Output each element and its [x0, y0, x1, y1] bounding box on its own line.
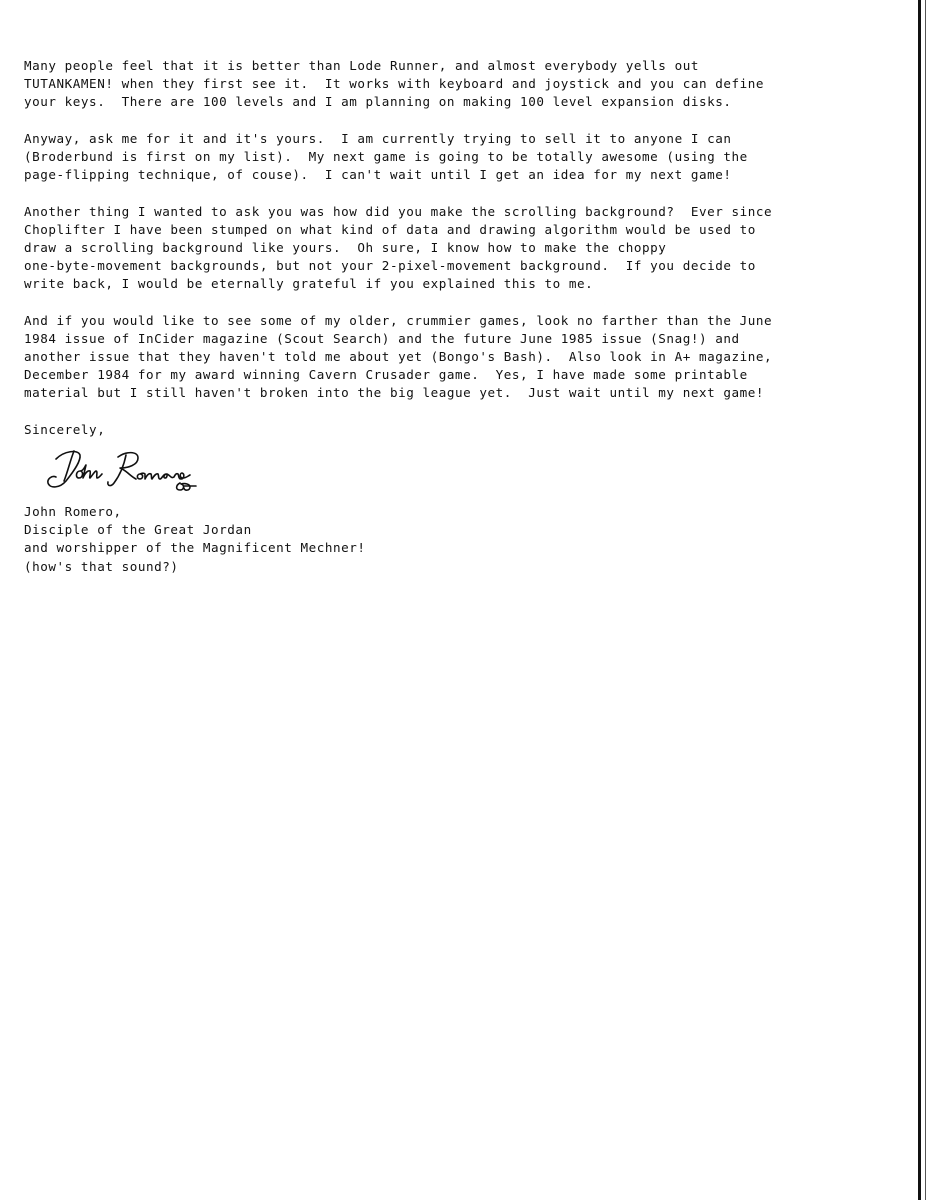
- text-line: write back, I would be eternally grateful if you explained this to me.: [24, 276, 594, 292]
- text-line: December 1984 for my award winning Cavern Crusader game. Yes, I have made some printable: [24, 367, 748, 383]
- text-line: And if you would like to see some of my older, crummier games, look no farther than the June: [24, 312, 773, 328]
- closing-salutation: [24, 421, 894, 439]
- text-line: draw a scrolling background like yours. Oh sure, I know how to make the choppy: [24, 239, 667, 255]
- text-line: (Broderbund is first on my list). My next game is going to be totally awesome (using the: [24, 148, 748, 164]
- text-line: Choplifter I have been stumped on what kind of data and drawing algorithm would be used to: [24, 221, 756, 237]
- text-line: material but I still haven't broken into the big league yet. Just wait until my next game!: [24, 385, 765, 401]
- text-line: page-flipping technique, of couse). I can't wait until I get an idea for my next game!: [24, 167, 732, 183]
- text-line: one-byte-movement backgrounds, but not your 2-pixel-movement background. If you decide to: [24, 258, 756, 274]
- text-line: Another thing I wanted to ask you was how did you make the scrolling background? Ever since: [24, 203, 773, 219]
- sign-off-line: and worshipper of the Magnificent Mechner!: [24, 540, 366, 556]
- paragraph-scrolling-background: [24, 203, 894, 294]
- text-line: TUTANKAMEN! when they first see it. It works with keyboard and joystick and you can define: [24, 76, 765, 92]
- sign-off-line: Disciple of the Great Jordan: [24, 522, 252, 538]
- paragraph-lode-runner: [24, 57, 894, 112]
- text-line: another issue that they haven't told me about yet (Bongo's Bash). Also look in A+ magazine,: [24, 349, 773, 364]
- page-edge-border: [918, 0, 921, 1200]
- text-line: your keys. There are 100 levels and I am planning on making 100 level expansion disks.: [24, 94, 732, 110]
- closing-text: Sincerely,: [24, 421, 106, 437]
- signature-icon: [34, 441, 214, 503]
- letter-body: [24, 57, 894, 576]
- paragraph-broderbund: [24, 130, 894, 185]
- paragraph-older-games: [24, 312, 894, 403]
- sign-off-name: John Romero,: [24, 503, 122, 519]
- text-line: 1984 issue of InCider magazine (Scout Search) and the future June 1985 issue (Snag!) and: [24, 330, 740, 346]
- sign-off-block: [24, 503, 894, 576]
- sign-off-line: (how's that sound?): [24, 558, 179, 574]
- handwritten-signature: [34, 441, 214, 503]
- text-line: Anyway, ask me for it and it's yours. I am currently trying to sell it to anyone I can: [24, 130, 732, 146]
- page-edge-line: [925, 0, 926, 1200]
- text-line: Many people feel that it is better than Lode Runner, and almost everybody yells out: [24, 58, 699, 73]
